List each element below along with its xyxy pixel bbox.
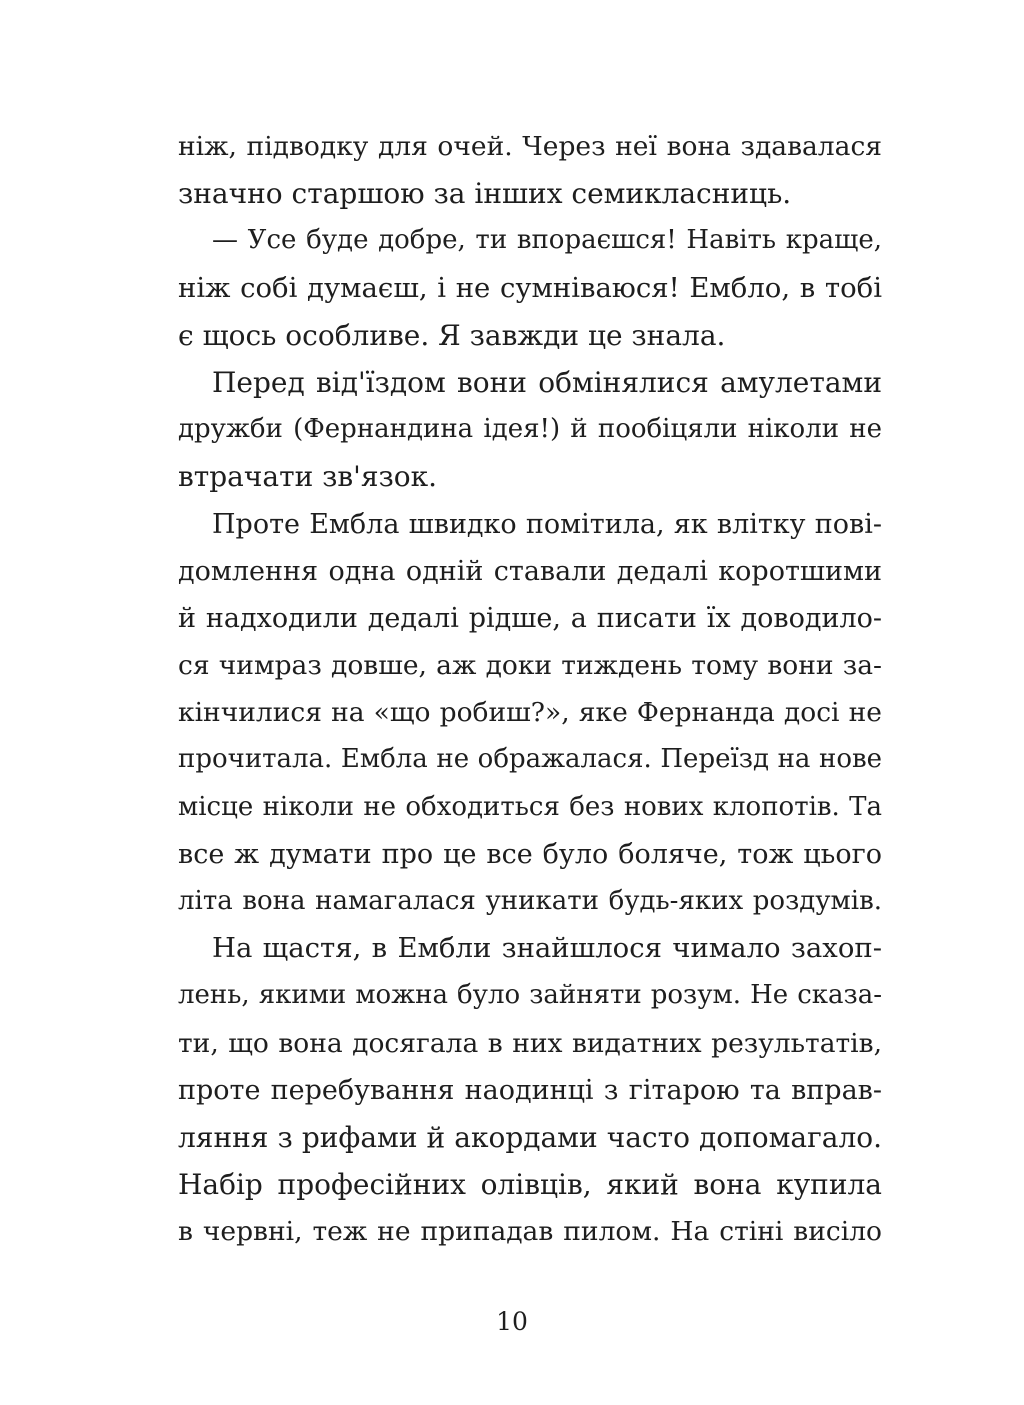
- text-line: лень, якими можна було зайняти розум. Не сказа-: [178, 980, 882, 1011]
- text-line: дружби (Фернандина ідея!) й пообіцяли ніколи не: [178, 414, 882, 445]
- page-number: 10: [496, 1307, 528, 1336]
- text-line: ніж, підводку для очей. Через неї вона здавалася: [178, 131, 882, 162]
- text-line: літа вона намагалася уникати будь-яких роздумів.: [178, 886, 882, 916]
- text-line: проте перебування наодинці з гітарою та вправ-: [178, 1074, 882, 1106]
- text-line: прочитала. Ембла не ображалася. Переїзд на нове: [178, 744, 882, 775]
- text-line: й надходили дедалі рідше, а писати їх доводило-: [178, 602, 882, 634]
- text-line: все ж думати про це все було боляче, тож цього: [178, 838, 882, 870]
- text-line: в червні, теж не припадав пилом. На стіні висіло: [178, 1216, 882, 1248]
- text-line: ніж собі думаєш, і не сумніваюся! Ембло, в тобі: [178, 271, 882, 304]
- text-line: — Усе буде добре, ти впораєшся! Навіть краще,: [212, 225, 882, 256]
- text-line: місце ніколи не обходиться без нових клопотів. Та: [178, 791, 882, 822]
- text-line: втрачати зв'язок.: [178, 460, 438, 494]
- text-line: Перед від'їздом вони обмінялися амулетами: [212, 365, 882, 399]
- text-line: ляння з рифами й акордами часто допомагало.: [178, 1120, 882, 1154]
- text-line: домлення одна одній ставали дедалі коротшими: [178, 555, 882, 587]
- text-line: Проте Ембла швидко помітила, як влітку пові-: [212, 508, 882, 540]
- text-line: ся чимраз довше, аж доки тиждень тому вони за-: [178, 650, 882, 682]
- text-line: значно старшою за інших семикласниць.: [178, 177, 792, 211]
- text-line: ти, що вона досягала в них видатних результатів,: [178, 1027, 882, 1059]
- text-line: є щось особливе. Я завжди це знала.: [178, 318, 726, 352]
- text-line: кінчилися на «що робиш?», яке Фернанда досі не: [178, 697, 882, 729]
- text-line: Набір професійних олівців, який вона купила: [178, 1168, 882, 1202]
- body-text: [178, 123, 882, 1256]
- text-line: На щастя, в Ембли знайшлося чимало захоп-: [212, 932, 882, 965]
